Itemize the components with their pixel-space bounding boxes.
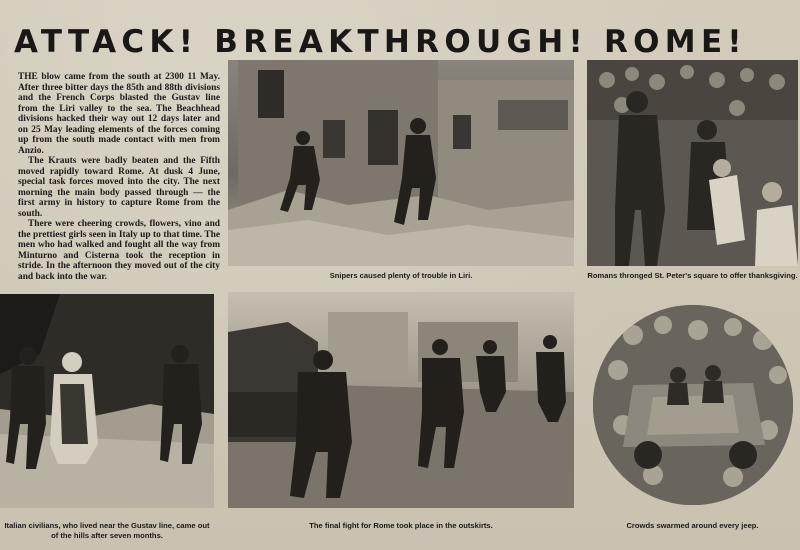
photo-civilians [0,294,214,508]
caption-snipers: Snipers caused plenty of trouble in Liri. [329,271,473,280]
caption-st-peters: Romans thronged St. Peter's square to offer thanksgiving. [587,271,798,280]
caption-jeep: Crowds swarmed around every jeep. [626,521,759,530]
caption-final-fight: The final fight for Rome took place in the outskirts. [309,521,493,530]
caption-civilians: Italian civilians, who lived near the Gustav line, came out of the hills after seven months. [4,521,210,540]
photo-snipers-ruins [228,60,574,266]
article-text [18,72,220,288]
photo-st-peters-crowd [587,60,798,266]
article-paragraph: There were cheering crowds, flowers, vino and the prettiest girls seen in Italy up to that time. The men who had walked and fought all the way from Minturno and Cisterna took the reception in stride. In the afternoon they moved out of the city and back into the war. [18,219,220,282]
photo-final-fight [228,292,574,508]
page-title: ATTACK! BREAKTHROUGH! ROME! [14,24,747,60]
photo-jeep-crowd [593,305,793,505]
article-paragraph: The Krauts were badly beaten and the Fifth moved rapidly toward Rome. At dusk 4 June, special task forces moved into the city. The next morning the main body passed through — the first army in history to capture Rome from the south. [18,156,220,219]
article-paragraph: THE blow came from the south at 2300 11 May. After three bitter days the 85th and 88th divisions and the French Corps blasted the Gustav line from the Liri valley to the sea. The Beachhead divisions hacked their way out 12 days later and on 25 May leading elements of the forces coming up from the south made contact with men from Anzio. [18,72,220,156]
